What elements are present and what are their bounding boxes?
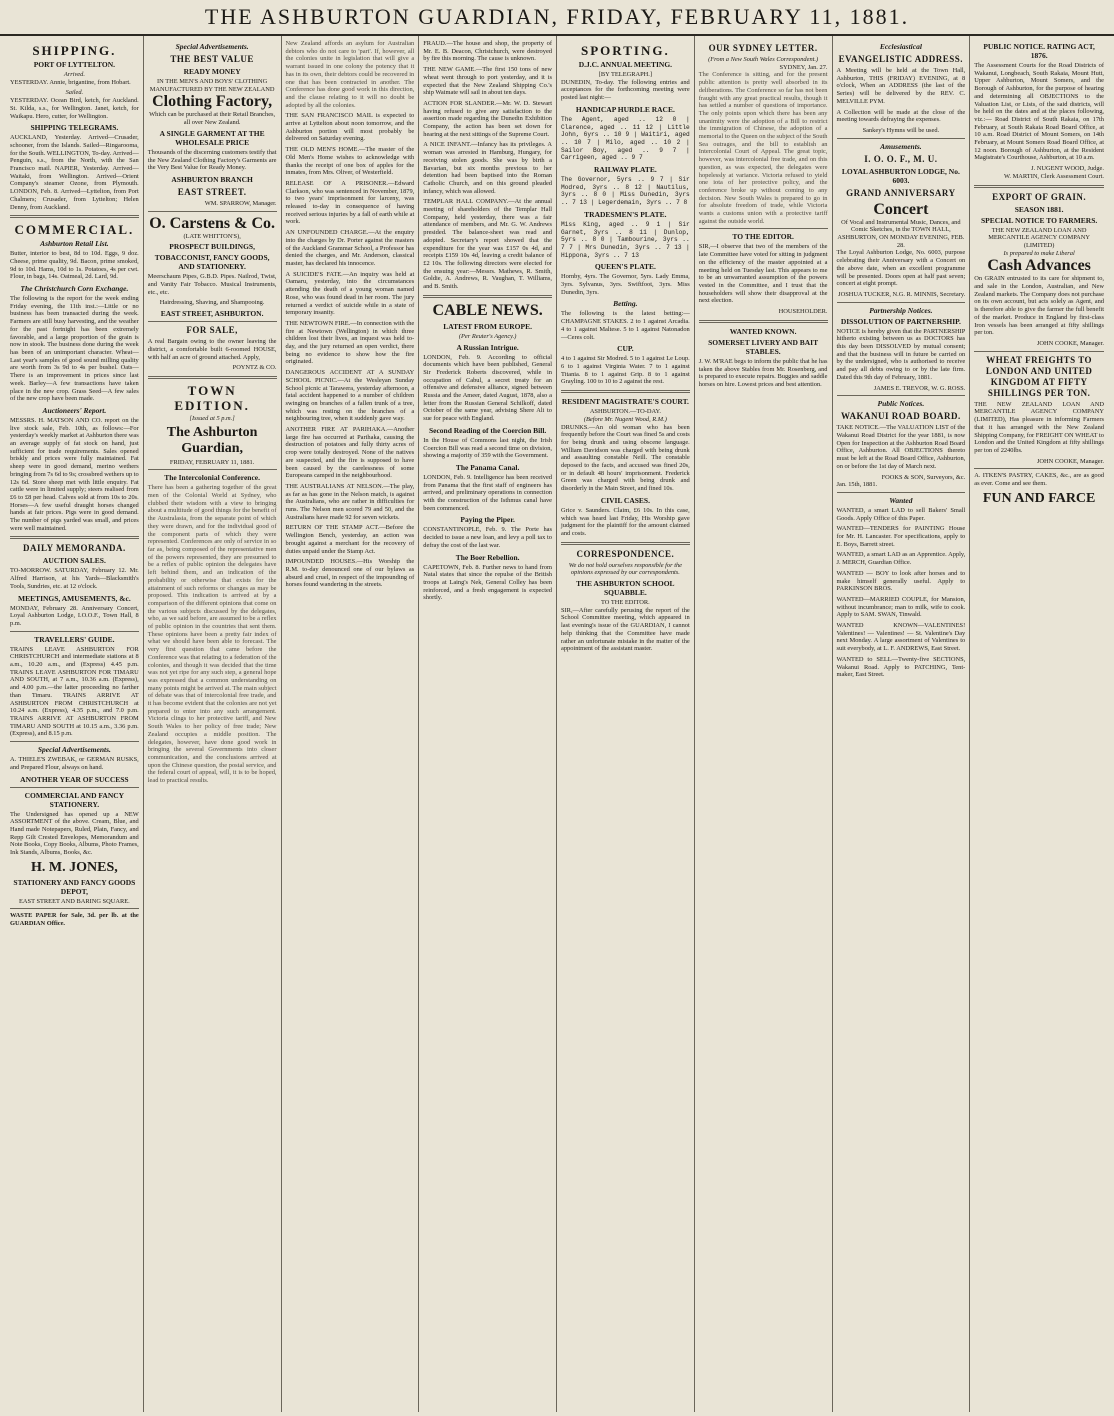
- action-item: ACTION FOR SLANDER.—Mr. W. D. Stewart having refused to give any satisfaction to the assertion made regarding the Dunedin Exhibition Company, the action has been set down for hearing at the next sittings of the Supreme Court.: [423, 99, 552, 138]
- issued-note: [Issued at 5 p.m.]: [189, 414, 235, 422]
- nice-infant-item: A NICE INFANT.—Infancy has its privileges. A woman was arrested in Hamburg, Hungary, for receiving stolen goods. She was by birth a Bavarian, but six months previous to her detention had been baptised into the Roman Catholic Church, and on this ground pleaded infancy, which was allowed.: [423, 141, 552, 195]
- divider: [423, 295, 552, 298]
- prospect-buildings: PROSPECT BUILDINGS,: [169, 242, 255, 252]
- grand-anniversary: GRAND ANNIVERSARY: [846, 187, 956, 198]
- cup-text: 4 to 1 against Sir Modred. 5 to 1 against Le Loup. 6 to 1 against Virginia Water. 7 to 1 against Titania. 8 to 1 against Grip. 8 to 1 against Grayling. 100 to 10 to 2 against the rest.: [561, 355, 690, 386]
- leader-continued: New Zealand affords an asylum for Australian debtors who do not care to 'part'. If, however, all the colonies unite in legislation that will give a warrant issued in one colony the potency that it has in its own, their debtors could be recovered in one that has been contracted in another. The Conference has done good work in this direction, and the clause relating to it will no doubt be adopted by all the colonies.: [285, 40, 415, 109]
- piper-heading: Paying the Piper.: [460, 515, 515, 525]
- fun-and-farce: FUN AND FARCE: [982, 490, 1096, 506]
- amusements-heading: Amusements.: [880, 141, 922, 151]
- sailed-text: YESTERDAY. Ocean Bird, ketch, for Auckland. St. Kilda, s.s., for Wellington. Janet, ketch, for Waikapu. Hero, cutter, for Wellington.: [10, 97, 139, 120]
- column-6: [695, 36, 833, 1412]
- divider: [837, 138, 966, 139]
- east-street: EAST STREET.: [177, 186, 247, 197]
- secretary-sign: JOSHUA TUCKER, N.G. R. MINNIS, Secretary.: [838, 290, 966, 298]
- dateline: FRIDAY, FEBRUARY 11, 1881.: [169, 458, 255, 466]
- russian-heading: A Russian Intrigue.: [456, 342, 519, 352]
- column-8: [970, 36, 1108, 1412]
- telegrams-text: AUCKLAND, Yesterday. Arrived—Crusader, schooner, from the Islands. Sailed—Ringarooma, for the South. WELLINGTON, To-day. Arrived—Penguin, s.s., from the North, with the San Francisco mail. NAPIER, Yesterday. Arrived—Waitaki, from Wellington. Arrived—Orient Company's steamer Ozone, from Plymouth. LONDON, Feb. 8. Arrived—Lyttelton, from Port Chalmers; Crusader, from Lyttelton; Helen Denny, from Auckland.: [10, 134, 139, 211]
- civil-text: Grice v. Saunders. Claim, £6 10s. In this case, which was heard last Friday, His Worship gave judgment for the plaintiff for the amount claimed and costs.: [561, 506, 690, 537]
- corn-heading: The Christchurch Corn Exchange.: [20, 284, 129, 294]
- school-heading: THE ASHBURTON SCHOOL SQUABBLE.: [576, 579, 675, 598]
- martin-sign: W. MARTIN, Clerk Assessment Court.: [1003, 172, 1104, 180]
- to-editor-heading: TO THE EDITOR.: [732, 232, 794, 242]
- russian-text: LONDON, Feb. 9. According to official documents which have been published, General Sir Frederick Roberts discovered, while in occupation of Cabul, a secret treaty for an offensive and defensive alliance, signed between Russia and the Ameer, dated August, 1878, also a letter from the Russian General Schilkoff, dated October of the same year, advising Shere Ali to sue for peace with England.: [423, 353, 552, 423]
- mens-clothing: IN THE MEN'S AND BOYS' CLOTHING MANUFACTURED BY THE NEW ZEALAND: [149, 78, 275, 93]
- travellers-text: TRAINS LEAVE ASHBURTON FOR CHRISTCHURCH and intermediate stations at 8 a.m., 10.20 a.m., and (Express) 4.45 p.m. TRAINS LEAVE ASHBURTON FOR TIMARU AND SOUTH, at 7 a.m., 10.36 a.m. (Express), and 4.00 p.m.—the latter proceeding no farther than Timaru. TRAINS ARRIVE AT ASHBURTON FROM CHRISTCHURCH at 10.24 a.m. (Express), 4.35 p.m., and 7.0 p.m. TRAINS ARRIVE AT ASHBURTON FROM TIMARU AND SOUTH at 10.15 a.m., 3.36 p.m. (Express), and 8.15 p.m.: [10, 645, 139, 738]
- wakanui-heading: WAKANUI ROAD BOARD.: [840, 411, 961, 422]
- cash-text: On GRAIN entrusted to its care for shipment to, and sale in the London, Australian, and New Zealand markets. The Company does not purchase on its own account, but acts solely as Agent, and is therefore able to give the farmer the full benefit of the market. Produce in England by first-class Iron vessels has been arranged at fifty shillings per ton.: [974, 275, 1104, 337]
- piper-text: CONSTANTINOPLE, Feb. 9. The Porte has decided to issue a new loan, and levy a poll tax to defray the cost of the last war.: [423, 526, 552, 549]
- dissolution-text: NOTICE is hereby given that the PARTNERSHIP hitherto existing between us as DOCTORS has this day been DISSOLVED by mutual consent; and that the business will in future be carried on by the undersigned, who is authorised to receive and pay all debts owing to or by the late firm. Dated this 9th day of February, 1881.: [836, 327, 966, 381]
- jones-name: H. M. JONES,: [31, 859, 118, 875]
- wood-sign: J. NUGENT WOOD, Judge.: [1031, 165, 1104, 173]
- travellers-heading: TRAVELLERS' GUIDE.: [34, 634, 115, 644]
- tradesmen-heading: TRADESMEN'S PLATE.: [584, 209, 667, 219]
- dissolution-heading: DISSOLUTION OF PARTNERSHIP.: [840, 316, 961, 326]
- school-text: SIR,—After carefully perusing the report of the School Committee meeting, which appeared in last evening's issue of the GUARDIAN, I cannot help thinking that the Committee have made rather an unfortunate mistake in the matter of the appointment of the assistant master.: [561, 606, 690, 653]
- column-1: [6, 36, 144, 1412]
- betting-heading: Betting.: [613, 299, 638, 309]
- telegrams-heading: SHIPPING TELEGRAMS.: [30, 123, 119, 133]
- jones-address: EAST STREET AND BARING SQUARE.: [19, 897, 130, 905]
- divider: [10, 536, 139, 539]
- arrived-text: YESTERDAY. Annie, brigantine, from Hobart.: [10, 78, 131, 86]
- single-garment: A SINGLE GARMENT AT THE WHOLESALE PRICE: [159, 128, 265, 147]
- wheat-text: THE NEW ZEALAND LOAN AND MERCANTILE AGENCY COMPANY (LIMITED), Has pleasure in informing Farmers that it has arranged with the New Zealand Shipping Company, for FREIGHT ON WHEAT to London and the United Kingdom at fifty shillings per ton of 2240lbs.: [974, 400, 1104, 454]
- boer-text: CAPETOWN, Feb. 8. Further news to hand from Natal states that since the repulse of the British troops at Laing's Nek, General Colley has been reinforced, and a fresh engagement is expected shortly.: [423, 563, 552, 602]
- sailed-heading: Sailed.: [65, 89, 84, 97]
- port-heading: PORT OF LYTTELTON.: [33, 60, 116, 69]
- divider: [974, 351, 1104, 352]
- farmers-heading: SPECIAL NOTICE TO FARMERS.: [980, 215, 1098, 225]
- accident-item: DANGEROUS ACCIDENT AT A SUNDAY SCHOOL PICNIC.—At the Wesleyan Sunday School picnic at Tarawera, yesterday afternoon, a fatal accident happened to a number of children swinging on branches of a fallen trunk of a tree, which was resting on the branches of a neighbouring tree, when it suddenly gave way.: [285, 369, 415, 423]
- concert-sub: Of Vocal and Instrumental Music, Dances, and Comic Sketches, in the TOWN HALL, ASHBURTON, ON MONDAY EVENING, FEB. 28.: [837, 218, 965, 249]
- somerset-heading: SOMERSET LIVERY AND BAIT STABLES.: [708, 337, 819, 356]
- divider: [699, 320, 828, 323]
- djc-heading: D.J.C. ANNUAL MEETING.: [578, 60, 673, 69]
- branch-name: ASHBURTON BRANCH: [171, 174, 253, 184]
- concert-heading: Concert: [873, 200, 929, 218]
- town-edition: TOWN EDITION.: [174, 382, 250, 413]
- carstens-late: (LATE WHITTON'S),: [183, 232, 241, 240]
- coercion-text: In the House of Commons last night, the Irish Coercion Bill was read a second time on division, showing a majority of 359 with the Government.: [423, 436, 552, 460]
- fraud-item: FRAUD.—The house and shop, the property of Mr. E. B. Deacon, Christchurch, were destroyed by fire this morning. The cause is unknown.: [423, 40, 552, 63]
- stationery-heading: COMMERCIAL AND FANCY STATIONERY.: [24, 790, 125, 809]
- special-ads-heading: Special Advertisements.: [175, 42, 249, 51]
- collection-text: A Collection will be made at the close of the meeting towards defraying the expenses.: [836, 108, 966, 124]
- impounded-item: IMPOUNDED HOUSES.—His Worship the R.M. to-day denounced one of our bylaws as absurd and cruel, in respect of the impounding of horses found wandering in the streets.: [285, 558, 415, 589]
- sydney-letter-date: SYDNEY, Jan. 27.: [779, 63, 828, 71]
- divider: [974, 185, 1104, 188]
- retail-text: Butter, interior to best, 8d to 10d. Eggs, 9 doz. Cheese, prime quality, 9d. Bacon, prime smoked, 9d to 10d. Hams, 10d to 1s. Potatoes, 4s per cwt. Flour, in bags, 14s. Oatmeal, 2d. Lard, 9d.: [10, 250, 139, 281]
- stationery-text: The Undersigned has opened up a NEW ASSORTMENT of the above. Cream, Blue, and Hand made Notepapers, Ruled, Plain, Fancy, and Repp Gilt Crested Envelopes, Memorandum and Note Books, Copy Books, Albums, Photo Frames, Ink Stands, Albums, Books, &c.: [10, 810, 139, 857]
- evangelistic-text: A Meeting will be held at the Town Hall, Ashburton, THIS (FRIDAY) EVENING, at 8 o'clock, When an ADDRESS (the last of the Series) will be delivered by the REV. C. MELVILLE PYM.: [836, 67, 966, 105]
- divider: [561, 390, 690, 393]
- sydney-letter-sub: (From a New South Wales Correspondent.): [708, 56, 819, 63]
- wanted-item: WANTED KNOWN—VALENTINES! Valentines! — Valentines! — St. Valentine's Day next Monday. A large assortment of Valentines to suit everybody, at L. F. ANDREWS, East Street.: [836, 622, 966, 653]
- eccl-heading: Ecclesiastical: [879, 42, 922, 51]
- auction-sales-text: TO-MORROW. SATURDAY, February 12. Mr. Alfred Harrison, at his Yards—Blacksmith's Tools, Sundries, etc. at 12 o'clock.: [10, 567, 139, 590]
- thousands-text: Thousands of the discerning customers testify that the New Zealand Clothing Factory's Garments are the Very Best Value for Ready Money.: [147, 148, 277, 172]
- thiele-ad: A. THIELE'S ZWEBAK, or GERMAN RUSKS, and Prepared Flour, always on hand.: [10, 756, 139, 771]
- to-editor-text: SIR,—I observe that two of the members of the late Committee have voted for sitting in judgment on the efficiency of the master appointed at a meeting held on Tuesday last. This appears to me to be an unwarranted assumption of the powers vested in the Committee, and I trust that the householders will show their disapproval at the next election.: [698, 243, 828, 305]
- templar-item: TEMPLAR HALL COMPANY.—At the annual meeting of shareholders of the Templar Hall Company, held yesterday, there was a fair attendance of members, and Mr. G. W. Andrews presided. The balance-sheet was read and adopted. Secretary's report showed that the expenditure for the year was £157 0s 4d, and receipts £159 10s 4d, leaving a credit balance of £2 10s. The following directors were elected for the ensuing year:—Messrs. Mathews, R. Smith, Goldie, A. Andrews, R. Vaughan, T. Williams, and B. Smith.: [423, 198, 552, 291]
- concert-text: The Loyal Ashburton Lodge, No. 6003, purpose celebrating their Anniversary with a Concert on the above date, when an excellent programme will be presented. Doors open at half past seven; concert at eight prompt.: [836, 249, 966, 288]
- divider: [10, 787, 139, 788]
- divider: [148, 211, 277, 212]
- commercial-heading: COMMERCIAL.: [14, 222, 135, 238]
- auctioneers-text: MESSRS. H. MATSON AND CO. report on the live stock sale, Feb. 10th, as follows:—For yesterday's weekly market at Ashburton there was an average supply of fat stock on hand, just sufficient for trade requirements. Sales opened briskly and prices were fully maintained. Fat sheep were in good demand, merino wethers bringing from 7s 6d to 9s; crossbred wethers up to 12s 6d. Store sheep met with little enquiry. Fat cattle were in limited supply; steers realised from £6 to £8 per head. Calves sold at from 10s to 20s. Horses—A few useful draught horses changed hands at fair prices. Pigs were in good demand. The number of pigs yarded was small, and prices were well maintained.: [10, 416, 139, 532]
- poyntz-sign: POYNTZ & CO.: [232, 364, 277, 372]
- railway-entries: The Governor, 5yrs .. 9 7 | Sir Modred, 3yrs .. 8 12 | Nautilus, 3yrs .. 8 0 | Miss Dunedin, 3yrs .. 7 13 | Legerdemain, 3yrs .. 7 8: [561, 176, 690, 207]
- column-3: [282, 36, 420, 1412]
- meetings-text: MONDAY, February 28. Anniversary Concert, Loyal Ashburton Lodge, I.O.O.F., Town Hall, 8 p.m.: [10, 604, 139, 627]
- wanted-item: WANTED, a smart LAD to sell Bakers' Small Goods. Apply Office of this Paper.: [836, 506, 966, 522]
- divider: [10, 908, 139, 909]
- wakanui-date: Jan. 15th, 1881.: [836, 481, 878, 489]
- suicide-item: A SUICIDE'S FATE.—An inquiry was held at Oamaru, yesterday, into the circumstances attending the death of a young woman named Rose, who was found dead in her room. The jury returned a verdict of suicide while in a state of temporary insanity.: [285, 270, 415, 317]
- coercion-heading: Second Reading of the Coercion Bill.: [428, 425, 547, 435]
- season-heading: SEASON 1881.: [1014, 204, 1064, 214]
- partnership-heading: Partnership Notices.: [869, 305, 933, 315]
- cup-heading: CUP.: [617, 344, 634, 354]
- wanted-item: WANTED—MARRIED COUPLE, for Mansion, without incumbrance; man to milk, wife to cook. Apply to SAM. SWAN, Tinwald.: [836, 595, 966, 619]
- prepared-text: Is prepared to make Liberal: [1003, 249, 1075, 257]
- jones-sub: STATIONERY AND FANCY GOODS DEPOT,: [13, 877, 136, 896]
- leader-text: There has been a gathering together of the great men of the Colonial World at Sydney, who clubbed their wisdom with a view to bringing about a multitude of good things for the benefit of the Australasia, from the separate point of which they were drawn, and for the individual good of the component parts of which they were represented. Conferences are only of service in so far as, being composed of the representative men of the powers represented, they are presumed to be a reflex of public opinion the delegates have left behind them, and an indication of the probability or otherwise that exists for the attainment of such reforms or changes as may be proposed. This indication is arrived at by a comparison of the different opinions that come on the various subjects discussed by the delegates, who, as we said before, are assumed to be a reflex of public opinion in the countries that sent them. These opinions have been a pretty fair index of what we should have been able to forecast. The very first question that came before the Conference was that relating to a federation of the colonies, and though it was decided that the time was not yet ripe for any such step, a general hope was expressed that a common understanding on many points might be arrived at. The main subject of debate was that of intercolonial free trade, and it has become evident that the colonies are not yet prepared to enter into any such arrangement. Victoria clings to her protective tariff, and New South Wales to her policy of free trade; New Zealand occupies a middle position. The delegates, however, have done good work in bringing the several Governments into closer communication, and the conclusions arrived at upon the Chinese question, the postal service, and the federal court of appeal, will, it is to be hoped, lead to practical results.: [147, 484, 277, 785]
- divider: [974, 468, 1104, 469]
- divider: [837, 302, 966, 303]
- divider: [699, 228, 828, 229]
- arrived-heading: Arrived.: [63, 71, 85, 78]
- best-value: THE BEST VALUE: [170, 54, 254, 64]
- sf-mail-item: THE SAN FRANCISCO MAIL is expected to arrive at Lyttelton about noon tomorrow, and the Ashburton portion will most probably be delivered on Saturday evening.: [285, 112, 415, 143]
- nzlm-name: THE NEW ZEALAND LOAN AND MERCANTILE AGENCY COMPANY (LIMITED): [988, 226, 1091, 249]
- column-4: [419, 36, 557, 1412]
- divider: [10, 741, 139, 742]
- meetings-heading: MEETINGS, AMUSEMENTS, &c.: [18, 593, 131, 603]
- wanted-item: WANTED — BOY to look after horses and to make himself generally useful. Apply to PARKINSON BROS.: [836, 569, 966, 593]
- pastry-ad: A. ITKEN'S PASTRY, CAKES, &c., are as good as ever. Come and see them.: [974, 472, 1104, 488]
- for-sale-text: A real Bargain owing to the owner leaving the district, a comfortable built 6-roomed HOUSE, with half an acre of ground attached. Apply,: [147, 338, 277, 361]
- hurdle-entries: The Agent, aged .. 12 0 | Clarence, aged .. 11 12 | Little John, 6yrs .. 10 9 | Waitiri, aged .. 10 7 | Milo, aged .. 10 2 | Sailor Boy, aged .. 9 7 | Carrigeen, aged .. 9 7: [561, 115, 690, 162]
- householder-sign: HOUSEHOLDER.: [778, 308, 828, 316]
- parihaka-item: ANOTHER FIRE AT PARIHAKA.—Another large fire has occurred at Parihaka, causing the destruction of potatoes and fully thirty acres of crop were totally destroyed. None of the natives are suspected, and the fire is supposed to have been caused by the carelessness of some Europeans camped in the neighbourhood.: [285, 426, 415, 480]
- wanted-heading: Wanted: [889, 495, 913, 505]
- panama-heading: The Panama Canal.: [455, 462, 520, 472]
- wakanui-text: TAKE NOTICE.—The VALUATION LIST of the Wakanui Road District for the year 1881, is now Open for Inspection at the Ashburton Road Board Office, Ashburton. All OBJECTIONS thereto must be left at the Road Board Office, Ashburton, on or before the 1st day of March next.: [836, 424, 966, 470]
- wanted-item: WANTED to SELL—Twenty-five SECTIONS, Wakanui Road. Apply to PATCHING, Tent-maker, East Street.: [836, 655, 966, 679]
- dunedin-intro: DUNEDIN, To-day. The following entries and acceptances for the forthcoming meeting were posted last night:—: [561, 78, 690, 102]
- divider: [561, 542, 690, 545]
- retail-heading: Ashburton Retail List.: [40, 239, 109, 249]
- unfounded-item: AN UNFOUNDED CHARGE.—At the enquiry into the charges by Dr. Porter against the masters of the Auckland Grammar School, a Professor has denied the charges, and Mr. Anderson, classical master, has declared his innocence.: [285, 229, 415, 267]
- grain-heading: EXPORT OF GRAIN.: [992, 191, 1087, 202]
- carstens-name: O. Carstens & Co.: [149, 214, 275, 232]
- school-to-editor: TO THE EDITOR.: [600, 599, 650, 607]
- boer-heading: The Boer Rebellion.: [455, 552, 520, 562]
- rating-heading: PUBLIC NOTICE. RATING ACT, 1876.: [983, 42, 1095, 60]
- column-2: [144, 36, 282, 1412]
- sparrow-sign: WM. SPARROW, Manager.: [204, 199, 277, 207]
- handicap-heading: HANDICAP HURDLE RACE.: [575, 104, 675, 114]
- cable-news-heading: CABLE NEWS.: [432, 301, 543, 319]
- civil-heading: CIVIL CASES.: [600, 495, 650, 505]
- east-street-ashburton: EAST STREET, ASHBURTON.: [160, 309, 264, 319]
- cooke-sign-2: JOHN COOKE, Manager.: [1036, 457, 1104, 465]
- corn-text: The following is the report for the week ending Friday evening, the 11th inst.:—Little or no business has been transacted during the week. Farmers are still busy harvesting, and the weather for the past fortnight has been extremely favorable, and a large proportion of the grain is now in stook. The business done during the week has been of an unimportant character. Wheat—Last year's samples of good sound milling quality are worth from 3s 9d to 4s per bushel. Oats—There is an improvement in prices since last week. Barley—A few transactions have taken place in the new crop. Grass Seed—A few sales of the new crop have been made.: [10, 295, 139, 403]
- divider: [10, 631, 139, 632]
- cash-advances: Cash Advances: [987, 257, 1091, 275]
- sporting-heading: SPORTING.: [581, 43, 670, 58]
- sydney-letter-body: The Conference is sitting, and for the present public attention is pretty well absorbed in its deliberations. The Conference so far has not been fraught with any great practical results, though it has settled a number of questions of importance. The only points upon which there has been any unanimity were the adoption of a Bill to restrict the immigration of Chinese, the adoption of a memorial to the Queen on the subject of the South Sea outrages, and the bill to establish an Intercolonial Court of Appeal. The great topic, however, was intercolonial free trade, and on this question, as was expected, the delegates were hopelessly at variance. Victoria refused to yield one iota of her protective policy, and the conference broke up without coming to any decision. New South Wales is prepared to go in for absolute freedom of trade, while Victoria wants a customs union with a protective tariff against the outside world.: [698, 71, 828, 225]
- rm-court-heading: RESIDENT MAGISTRATE'S COURT.: [561, 397, 689, 407]
- correspondence-note: We do not hold ourselves responsible for the opinions expressed by our correspondents.: [568, 561, 683, 577]
- shipping-heading: SHIPPING.: [32, 43, 117, 58]
- columns: [0, 36, 1114, 1412]
- for-sale-heading: FOR SALE,: [186, 325, 238, 336]
- conference-heading: The Intercolonial Conference.: [164, 473, 260, 483]
- lodge-heading: LOYAL ASHBURTON LODGE, No. 6003.: [841, 166, 960, 185]
- masthead: THE ASHBURTON GUARDIAN, FRIDAY, FEBRUARY 11, 1881.: [0, 0, 1114, 36]
- queens-heading: QUEEN'S PLATE.: [594, 262, 656, 272]
- column-5: [557, 36, 695, 1412]
- telegraph-note: [BY TELEGRAPH.]: [598, 71, 652, 78]
- stamp-item: RETURN OF THE STAMP ACT.—Before the Wellington Bench, yesterday, an action was brought against a merchant for the recovery of duties unpaid under the Stamp Act.: [285, 524, 415, 555]
- public-notices-heading: Public Notices.: [877, 399, 925, 409]
- clothing-factory: Clothing Factory,: [152, 93, 273, 111]
- auctioneers-heading: Auctioneers' Report.: [42, 405, 107, 415]
- wanted-item: WANTED—TENDERS for PAINTING House for Mr. H. Lancaster. For specifications, apply to E. Boys, Barrett street.: [836, 525, 966, 548]
- divider: [148, 376, 277, 379]
- ioof-heading: I. O. O. F., M. U.: [864, 153, 938, 164]
- new-game-item: THE NEW GAME.—The first 150 tons of new wheat went through to port yesterday, and it is expected that the New Zealand Shipping Co.'s ship Waimate will sail in about ten days.: [423, 66, 552, 97]
- nelson-item: THE AUSTRALIANS AT NELSON.—The play, as far as has gone in the Nelson match, is against the Australians, who are rather in difficulties for runs. The Nelson men scored 79 and 50, and the Australians have made 92 for seven wickets.: [285, 482, 415, 521]
- ready-money: READY MONEY: [183, 67, 241, 76]
- branches-text: Which can be purchased at their Retail Branches, all over New Zealand.: [149, 111, 276, 127]
- betting-text: The following is the latest betting:— CHAMPAGNE STAKES. 2 to 1 against Arcadia. 4 to 1 against Maltese. 5 to 1 against Natonadon—Ceres colt.: [561, 310, 690, 341]
- special-ads-heading: Special Advertisements.: [37, 745, 111, 755]
- sankey-text: Sankey's Hymns will be used.: [862, 126, 940, 134]
- divider: [10, 215, 139, 218]
- hairdressing: Hairdressing, Shaving, and Shampooing.: [159, 299, 265, 307]
- mrae-text: J. W. M'RAE begs to inform the public that he has taken the above Stables from Mr. Rosenberg, and is prepared to execute repairs. Buggies and saddle horses on hire. Lowest prices and best attention.: [698, 357, 828, 388]
- rm-court-text: DRUNKS.—An old woman who has been frequently before the Court was fined 5s and costs for being drunk and using obscene language. William Davidson was charged with being drunk and assaulting constable Neill. The constable deposed to the facts, and accused was fined 20s, or in default 48 hours' imprisonment. Frederick Green was charged with being drunk and disorderly in the Main Street, and fined 10s.: [561, 423, 690, 493]
- divider: [148, 321, 277, 322]
- wheat-heading: WHEAT FREIGHTS TO LONDON AND UNITED KINGDOM AT FIFTY SHILLINGS PER TON.: [985, 354, 1093, 398]
- divider: [837, 395, 966, 396]
- europe-heading: LATEST FROM EUROPE.: [443, 321, 532, 331]
- newtown-item: THE NEWTOWN FIRE.—In connection with the fire at Newtown (Wellington) in which three children lost their lives, an inquest was held to-day, and the jury returned an open verdict, there being no evidence to show how the fire originated.: [285, 319, 415, 366]
- queens-entries: Hornby, 4yrs. The Governor, 5yrs. Lady Emma, 3yrs. Sylvanus, 3yrs. Swiftfoot, 3yrs. Miss Dunedin, 3yrs.: [561, 273, 690, 296]
- meerschaum-text: Meerschaum Pipes, G.B.D. Pipes. Nailrod, Twist, and Vanity Fair Tobacco. Musical Instruments, etc., etc.: [147, 273, 277, 296]
- old-mens-home-item: THE OLD MEN'S HOME.—The master of the Old Men's Home wishes to acknowledge with thanks the receipt of one box of apples for the inmates, from Mrs. Oliver, of Westerfield.: [285, 146, 415, 177]
- memoranda-heading: DAILY MEMORANDA.: [22, 543, 126, 554]
- railway-heading: RAILWAY PLATE.: [593, 165, 657, 175]
- divider: [148, 469, 277, 470]
- rm-court-before: (Before Mr. Nugent Wood, R.M.): [583, 415, 667, 423]
- column-7: [833, 36, 971, 1412]
- agency-note: (Per Reuter's Agency.): [458, 332, 517, 340]
- tobacconist: TOBACCONIST, FANCY GOODS, AND STATIONERY.: [154, 253, 270, 272]
- released-item: RELEASE OF A PRISONER.—Edward Clarkson, who was sentenced in November, 1879, to two years' imprisonment for larceny, was released to-day in consequence of having received serious injuries by a fall of earth while at work.: [285, 179, 415, 226]
- divider: [837, 492, 966, 493]
- fooks-sign: FOOKS & SON, Surveyors, &c.: [881, 473, 966, 481]
- auction-sales-heading: AUCTION SALES.: [42, 556, 106, 566]
- panama-text: LONDON, Feb. 9. Intelligence has been received from Panama that the first staff of engineers has arrived, and preliminary operations in connection with the construction of the Isthmus canal have been commenced.: [423, 473, 552, 512]
- another-year-ad: ANOTHER YEAR OF SUCCESS: [20, 774, 129, 784]
- correspondence-heading: CORRESPONDENCE.: [576, 548, 675, 559]
- rating-text: The Assessment Courts for the Road Districts of Wakanui, Longbeach, South Rakaia, Mount Hutt, Upper Ashburton, Mount Somers, and the Borough of Ashburton, for the purpose of hearing and determining all OBJECTIONS to the Valuation List, or Lists, of the said districts, will be held on the dates and at the places following, viz.:— Road District of South Rakaia, on 17th February, at South Rakaia Road Board Office, at 10 a.m. Road District of Mount Somers, on 14th February, at Mount Somers Road Board Office, at 12 noon. Borough of Ashburton, at the Resident Magistrate's Courthouse, Ashburton, at 10 a.m.: [974, 62, 1104, 162]
- wanted-item: WANTED, a smart LAD as an Apprentice. Apply, J. MERCH, Guardian Office.: [836, 551, 966, 567]
- tradesmen-entries: Miss King, aged .. 9 1 | Sir Garnet, 3yrs .. 8 11 | Dunlop, 5yrs .. 8 0 | Tambourine, 3yrs .. 7 7 | Mrs Dunedin, 3yrs .. 7 13 | Hippona, 3yrs .. 7 13: [561, 220, 690, 259]
- waste-paper-ad: WASTE PAPER for Sale, 3d. per lb. at the GUARDIAN Office.: [10, 912, 139, 928]
- guardian-title: The Ashburton Guardian,: [166, 424, 258, 456]
- evangelistic-heading: EVANGELISTIC ADDRESS.: [838, 54, 964, 64]
- rm-court-sub: ASHBURTON.—TO-DAY.: [589, 408, 661, 416]
- sydney-letter-heading: OUR SYDNEY LETTER.: [708, 43, 818, 53]
- trevor-sign: JAMES E. TREVOR, W. G. ROSS.: [873, 384, 966, 392]
- wanted-known-heading: WANTED KNOWN.: [729, 326, 797, 336]
- cooke-sign: JOHN COOKE, Manager.: [1036, 339, 1104, 347]
